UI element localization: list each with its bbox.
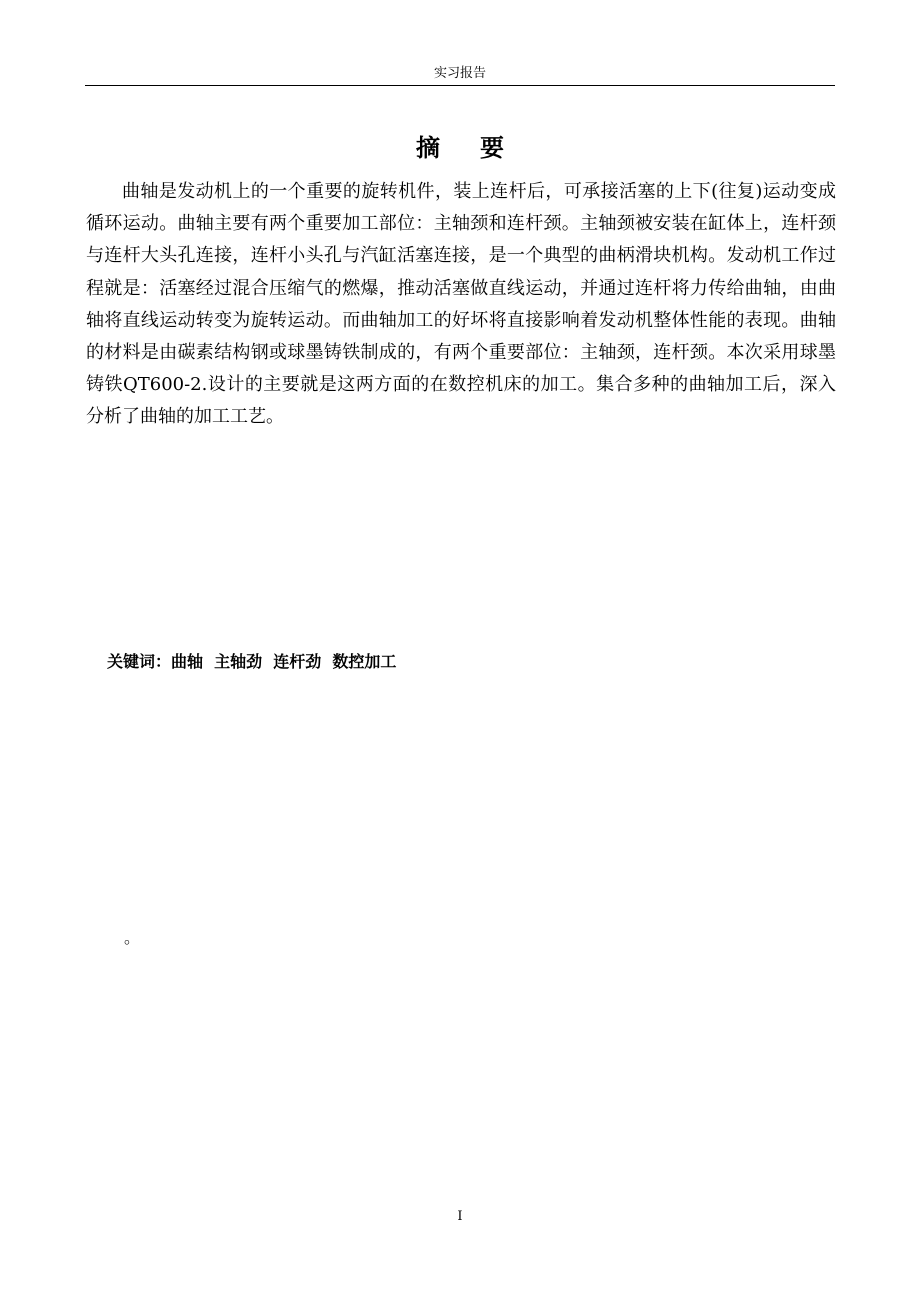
abstract-body: 曲轴是发动机上的一个重要的旋转机件，装上连杆后，可承接活塞的上下(往复)运动变成循环运动。曲轴主要有两个重要加工部位：主轴颈和连杆颈。主轴颈被安装在缸体上，连杆颈与连杆大头孔连接，连杆小头孔与汽缸活塞连接，是一个典型的曲柄滑块机构。发动机工作过程就是：活塞经过混合压缩气的燃爆，推动活塞做直线运动，并通过连杆将力传给曲轴，由曲轴将直线运动转变为旋转运动。而曲轴加工的好坏将直接影响着发动机整体性能的表现。曲轴的材料是由碳素结构钢或球墨铸铁制成的，有两个重要部位：主轴颈，连杆颈。本次采用球墨铸铁QT600-2.设计的主要就是这两方面的在数控机床的加工。集合多种的曲轴加工后，深入分析了曲轴的加工工艺。 — [86, 181, 836, 428]
abstract-heading: 摘要 — [416, 134, 544, 162]
keywords-line: 关键词：曲轴 主轴劲 连杆劲 数控加工 — [107, 652, 397, 671]
header-divider — [85, 85, 835, 86]
page-header-title: 实习报告 — [433, 66, 486, 81]
stray-punctuation: 。 — [124, 928, 141, 947]
page-number: I — [457, 1209, 463, 1224]
